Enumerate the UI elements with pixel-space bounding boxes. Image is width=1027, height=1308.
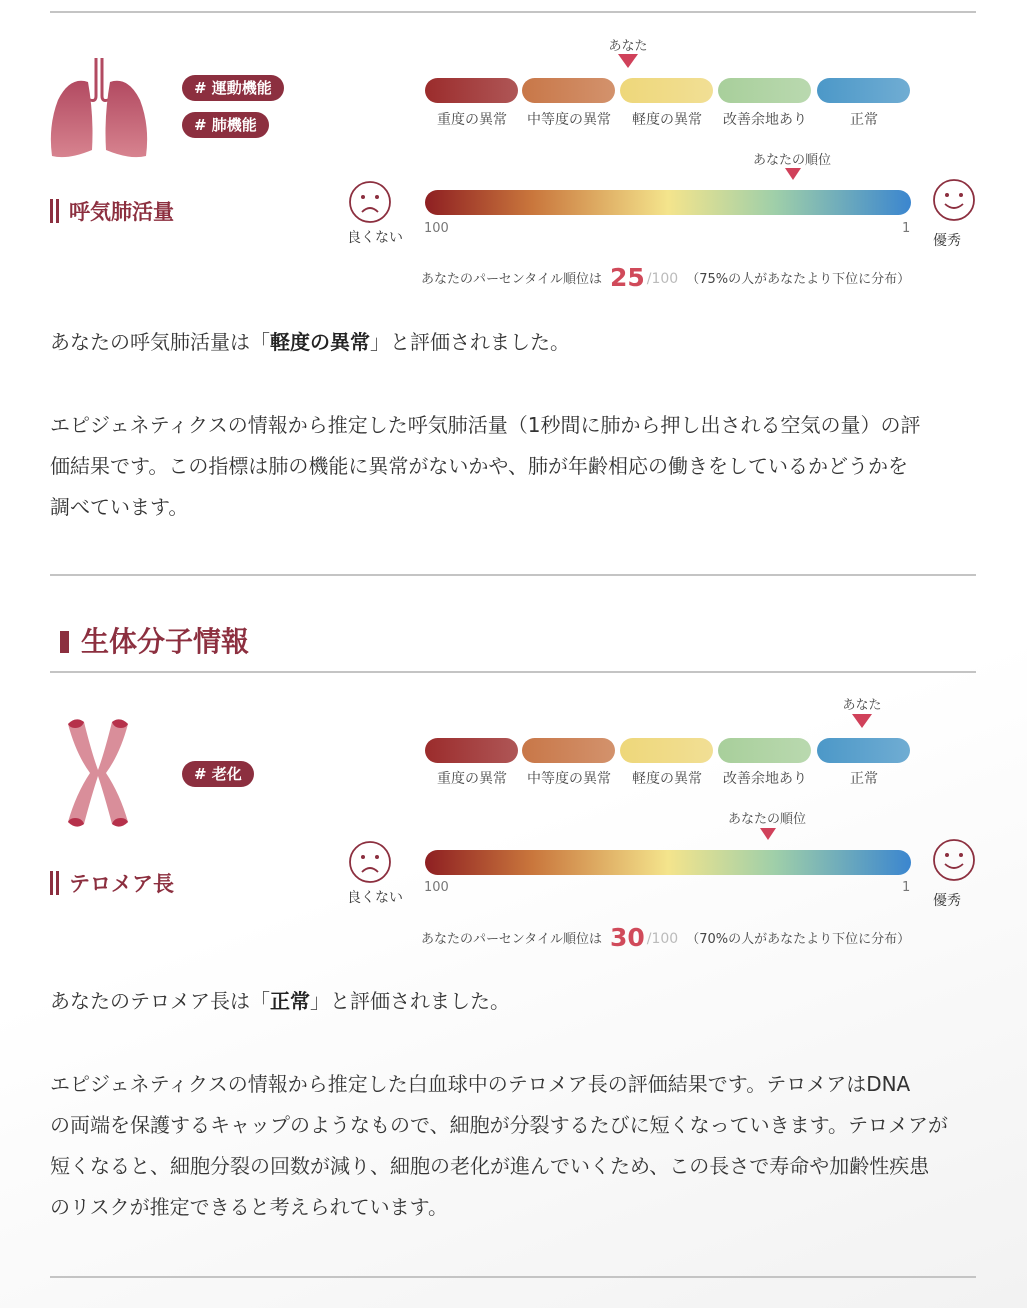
metric-title-telomere-text: テロメア長 — [69, 872, 174, 896]
desc-line: 価結果です。この指標は肺の機能に異常がないかや、肺が年齢相応の働きをしているかどうかを — [50, 454, 908, 478]
rank-label: あなたの順位 — [727, 812, 806, 827]
section-heading-text: 生体分子情報 — [81, 625, 250, 658]
eval-prefix: あなたのテロメア長は「 — [50, 989, 270, 1013]
desc-line: 調べています。 — [50, 495, 189, 519]
tag-exercise-function: # 運動機能 — [182, 75, 284, 101]
desc-line: のリスクが推定できると考えられています。 — [50, 1195, 448, 1219]
desc-line: の両端を保護するキャップのようなもので、細胞が分裂するたびに短くなっていきます。テロメアが — [50, 1113, 948, 1137]
segment-label: 改善余地あり — [723, 112, 807, 128]
rank-marker-icon — [785, 168, 801, 180]
eval-prefix: あなたの呼気肺活量は「 — [50, 330, 270, 354]
bad-label: 良くない — [347, 890, 403, 906]
happy-face-icon — [931, 837, 977, 883]
scale-left: 100 — [424, 880, 449, 895]
segment-normal — [817, 78, 910, 103]
tag-lung-function: # 肺機能 — [182, 112, 269, 138]
evaluation-telomere — [50, 981, 975, 1022]
segment-label: 軽度の異常 — [632, 112, 702, 128]
description-lung — [50, 405, 975, 528]
rank-label: あなたの順位 — [752, 153, 831, 168]
scale-right: 1 — [902, 880, 911, 895]
percentile-prefix: あなたのパーセンタイル順位は — [421, 932, 602, 947]
segment-mild — [620, 78, 713, 103]
desc-line: エピジェネティクスの情報から推定した呼気肺活量（1秒間に肺から押し出される空気の量）の評 — [50, 413, 921, 437]
segment-label: 重度の異常 — [437, 112, 507, 128]
eval-value: 軽度の異常 — [270, 330, 370, 354]
percentile-gradient-bar — [425, 850, 911, 875]
segment-room — [718, 738, 811, 763]
metric-title-lung-text: 呼気肺活量 — [69, 200, 174, 224]
segment-label: 改善余地あり — [723, 771, 807, 787]
divider — [50, 574, 976, 576]
eval-suffix: 」と評価されました。 — [370, 330, 570, 354]
title-marker-icon — [50, 199, 59, 223]
divider-bottom — [50, 1276, 976, 1278]
segment-label: 中等度の異常 — [527, 112, 611, 128]
lungs-icon — [48, 56, 150, 160]
eval-suffix: 」と評価されました。 — [310, 989, 510, 1013]
rank-marker-icon — [760, 828, 776, 840]
happy-face-icon — [931, 177, 977, 223]
description-telomere — [50, 1064, 975, 1228]
segment-moderate — [522, 738, 615, 763]
you-label: あなた — [608, 39, 648, 54]
eval-value: 正常 — [270, 989, 310, 1013]
sad-face-icon — [347, 839, 393, 885]
percentile-gradient-bar — [425, 190, 911, 215]
percentile-line-lung — [421, 263, 910, 292]
good-label: 優秀 — [933, 893, 961, 909]
bad-label: 良くない — [347, 230, 403, 246]
percentile-value: 30 — [609, 923, 645, 952]
evaluation-lung — [50, 322, 975, 363]
you-marker-icon — [618, 54, 638, 68]
section-heading — [60, 620, 249, 660]
tag-aging: # 老化 — [182, 761, 254, 787]
segment-label: 中等度の異常 — [527, 771, 611, 787]
segment-mild — [620, 738, 713, 763]
segment-label: 軽度の異常 — [632, 771, 702, 787]
percentile-prefix: あなたのパーセンタイル順位は — [421, 272, 602, 287]
segment-room — [718, 78, 811, 103]
desc-line: 短くなると、細胞分裂の回数が減り、細胞の老化が進んでいくため、この長さで寿命や加齢性疾患 — [50, 1154, 930, 1178]
segment-normal — [817, 738, 910, 763]
percentile-value: 25 — [609, 263, 645, 292]
good-label: 優秀 — [933, 233, 961, 249]
divider — [50, 671, 976, 673]
percentile-line-telomere — [421, 923, 910, 952]
percentile-note: （75%の人があなたより下位に分布） — [686, 272, 911, 287]
divider-top — [50, 11, 976, 13]
desc-line: エピジェネティクスの情報から推定した白血球中のテロメア長の評価結果です。テロメアはDNA — [50, 1072, 911, 1096]
chromosome-icon — [62, 714, 134, 832]
segment-moderate — [522, 78, 615, 103]
segment-severe — [425, 78, 518, 103]
segment-label: 重度の異常 — [437, 771, 507, 787]
scale-left: 100 — [424, 221, 449, 236]
you-label: あなた — [842, 698, 882, 713]
you-marker-icon — [852, 714, 872, 728]
scale-right: 1 — [902, 221, 911, 236]
section-marker-icon — [60, 631, 69, 653]
metric-title-telomere — [50, 868, 174, 898]
sad-face-icon — [347, 179, 393, 225]
percentile-note: （70%の人があなたより下位に分布） — [686, 932, 911, 947]
title-marker-icon — [50, 871, 59, 895]
segment-severe — [425, 738, 518, 763]
percentile-denominator: /100 — [646, 271, 679, 287]
percentile-denominator: /100 — [646, 931, 679, 947]
segment-label: 正常 — [850, 112, 878, 128]
segment-label: 正常 — [850, 771, 878, 787]
metric-title-lung — [50, 196, 174, 226]
